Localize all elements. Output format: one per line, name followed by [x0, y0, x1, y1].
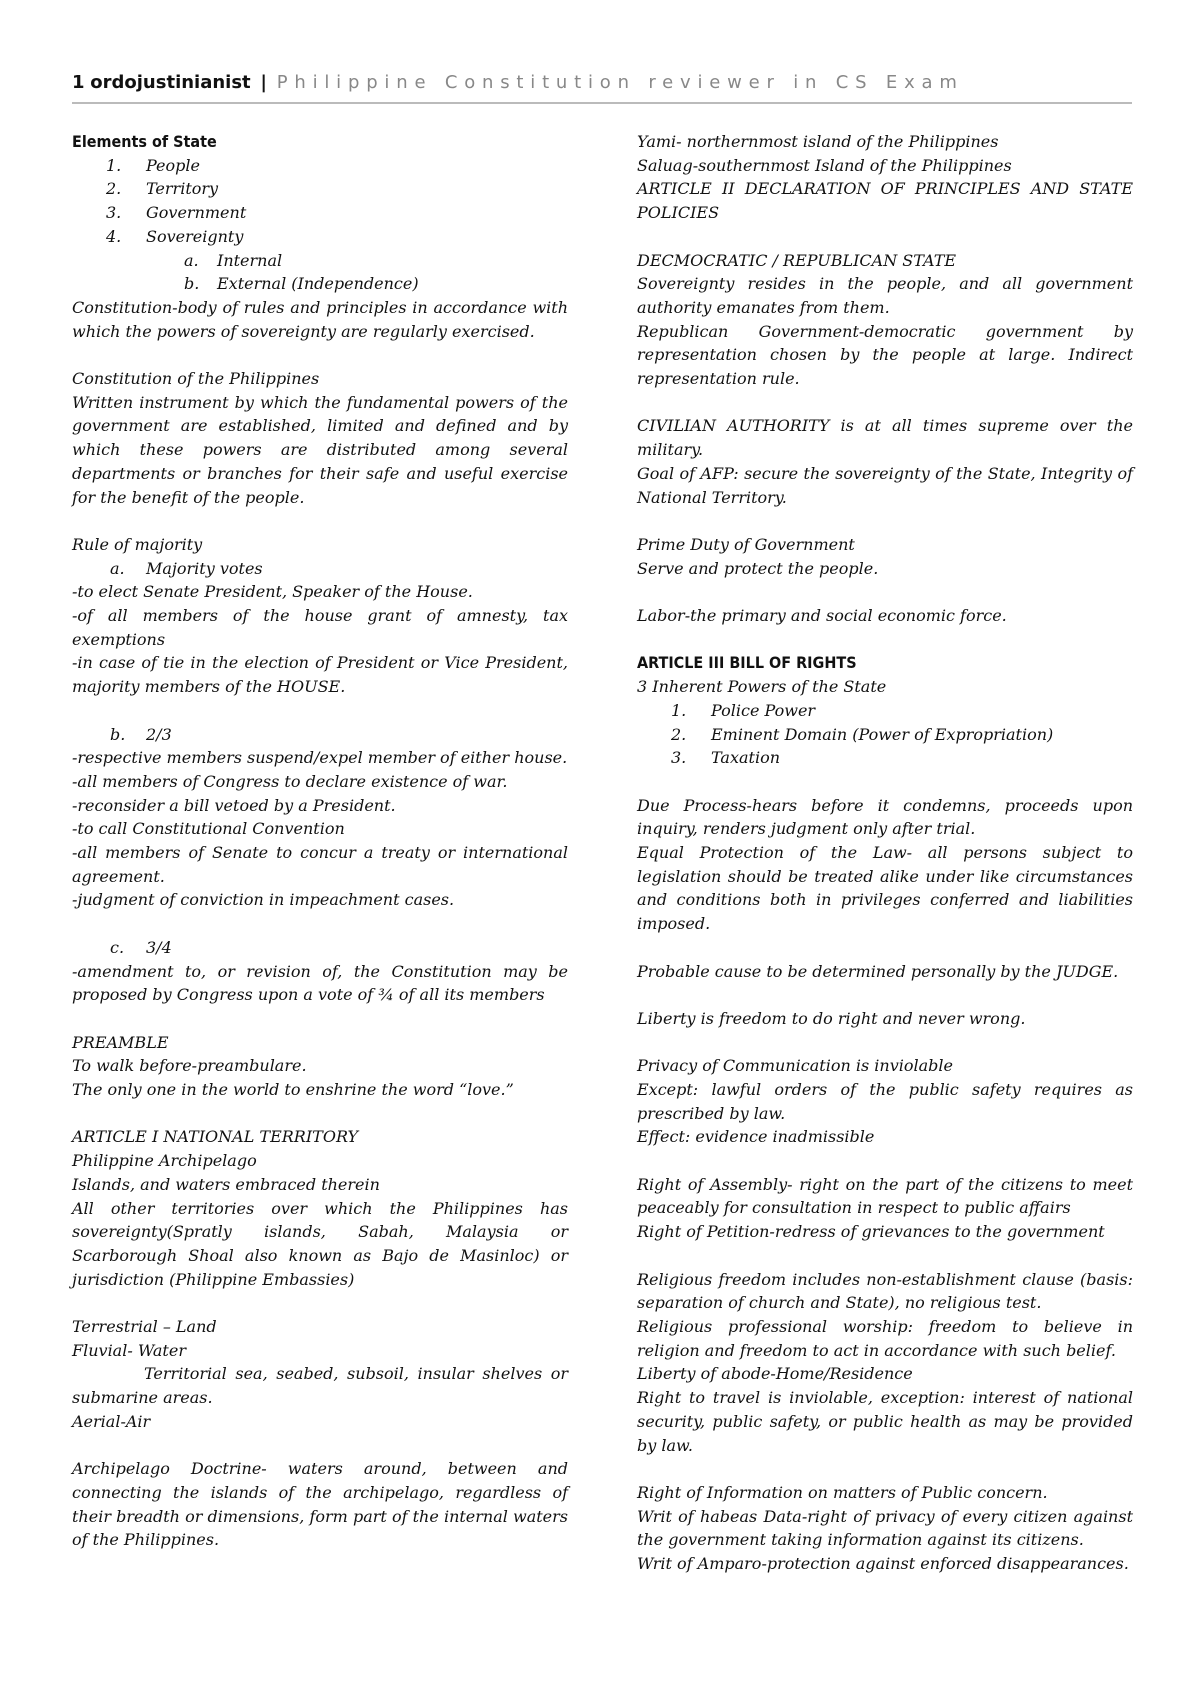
- right-column: [637, 130, 1133, 1576]
- article1-line: Islands, and waters embraced therein: [72, 1174, 380, 1194]
- constitution-definition: Constitution-body of rules and principles in accordance with which the powers of sovereignty are regularly exercised.: [72, 297, 568, 341]
- right-of-petition: Right of Petition-redress of grievances to the government: [637, 1222, 1105, 1242]
- due-process: Due Process-hears before it condemns, proceeds upon inquiry, renders judgment only after trial.: [637, 795, 1133, 839]
- list-item: -reconsider a bill vetoed by a President.: [72, 795, 396, 815]
- article1-heading: ARTICLE I NATIONAL TERRITORY: [72, 1127, 359, 1147]
- document-title: Philippine Constitution reviewer in CS Exam: [276, 72, 964, 93]
- elements-heading: Elements of State: [72, 132, 217, 151]
- sub-list-item: a. Internal: [184, 250, 283, 270]
- majority-votes-label: a. Majority votes: [110, 558, 263, 578]
- sovereignty-resides: Sovereignty resides in the people, and all government authority emanates from them.: [637, 274, 1133, 317]
- liberty-line: Liberty is freedom to do right and never wrong.: [637, 1008, 1026, 1028]
- probable-cause: Probable cause to be determined personally by the JUDGE.: [637, 961, 1119, 981]
- list-item: 3. Government: [106, 203, 247, 223]
- saluag-line: Saluag-southernmost Island of the Philippines: [637, 155, 1012, 175]
- header-separator: |: [260, 72, 267, 93]
- fluvial-line: Fluvial- Water: [72, 1340, 186, 1360]
- preamble-line: To walk before-preambulare.: [72, 1056, 307, 1076]
- page-header: [72, 72, 1132, 102]
- list-item: 3. Taxation: [671, 748, 781, 768]
- aerial-line: Aerial-Air: [72, 1411, 151, 1431]
- list-item: -amendment to, or revision of, the Constitution may be proposed by Congress upon a vote of ¾ of all its members: [72, 961, 568, 1005]
- header-rule: [72, 102, 1132, 104]
- labor-line: Labor-the primary and social economic force.: [637, 606, 1007, 625]
- constitution-ph-heading: Constitution of the Philippines: [72, 369, 320, 389]
- sub-list-item: b. External (Independence): [184, 274, 419, 294]
- republican-government: Republican Government-democratic government by representation chosen by the people at large. Indirect representation rule.: [637, 321, 1133, 389]
- list-item: -all members of Senate to concur a treaty or international agreement.: [72, 843, 568, 886]
- right-to-travel: Right to travel is inviolable, exception: interest of national security, public safety, or public health as may be provided by law.: [637, 1388, 1133, 1455]
- religious-worship: Religious professional worship: freedom to believe in religion and freedom to act in accordance with such belief.: [637, 1316, 1133, 1360]
- territorial-sea-line: Territorial sea, seabed, subsoil, insular shelves or submarine areas.: [72, 1364, 568, 1408]
- equal-protection: Equal Protection of the Law- all persons subject to legislation should be treated alike under like circumstances and conditions both in privileges conferred and liabilities imposed.: [637, 843, 1133, 934]
- page-number: 1: [72, 72, 85, 93]
- two-thirds-label: b. 2/3: [110, 724, 172, 744]
- archipelago-doctrine: Archipelago Doctrine- waters around, between and connecting the islands of the archipelago, regardless of their breadth or dimensions, form part of the internal waters of the Philippines.: [72, 1459, 568, 1550]
- privacy-effect: Effect: evidence inadmissible: [637, 1127, 875, 1147]
- article3-heading: ARTICLE III BILL OF RIGHTS: [637, 653, 857, 673]
- three-fourths-label: c. 3/4: [110, 937, 172, 957]
- democratic-heading: DECMOCRATIC / REPUBLICAN STATE: [637, 250, 957, 270]
- terrestrial-line: Terrestrial – Land: [72, 1317, 217, 1337]
- list-item: 1. Police Power: [671, 700, 816, 720]
- list-item: -to call Constitutional Convention: [72, 819, 345, 839]
- article1-line: Philippine Archipelago: [72, 1151, 257, 1171]
- preamble-heading: PREAMBLE: [72, 1032, 169, 1052]
- list-item: -judgment of conviction in impeachment cases.: [72, 890, 455, 910]
- list-item: 2. Eminent Domain (Power of Expropriation): [671, 724, 1054, 744]
- inherent-powers-heading: 3 Inherent Powers of the State: [637, 677, 887, 697]
- prime-duty: Serve and protect the people.: [637, 558, 879, 578]
- list-item: -to elect Senate President, Speaker of the House.: [72, 582, 473, 602]
- writ-amparo: Writ of Amparo-protection against enforced disappearances.: [637, 1554, 1129, 1573]
- privacy-except: Except: lawful orders of the public safety requires as prescribed by law.: [637, 1079, 1133, 1123]
- civilian-authority: CIVILIAN AUTHORITY is at all times supreme over the military.: [637, 416, 1133, 460]
- list-item: -of all members of the house grant of amnesty, tax exemptions: [72, 606, 568, 649]
- rule-of-majority-heading: Rule of majority: [72, 534, 203, 554]
- article2-heading: ARTICLE II DECLARATION OF PRINCIPLES AND STATE POLICIES: [637, 179, 1133, 223]
- article1-territories: All other territories over which the Philippines has sovereignty(Spratly islands, Sabah, Malaysia or Scarborough Shoal also known as Bajo de Masinloc) or jurisdiction (Philippine Embassies): [72, 1198, 568, 1289]
- liberty-of-abode: Liberty of abode-Home/Residence: [637, 1364, 913, 1384]
- prime-duty-heading: Prime Duty of Government: [637, 534, 855, 554]
- list-item: -in case of tie in the election of President or Vice President, majority members of the HOUSE.: [72, 653, 568, 697]
- left-column: [72, 130, 568, 1552]
- list-item: -respective members suspend/expel member of either house.: [72, 748, 568, 768]
- list-item: -all members of Congress to declare existence of war.: [72, 771, 508, 791]
- afp-goal: Goal of AFP: secure the sovereignty of the State, Integrity of National Territory.: [637, 463, 1133, 507]
- author-name: ordojustinianist: [90, 72, 251, 93]
- preamble-line: The only one in the world to enshrine the word “love.”: [72, 1080, 514, 1100]
- yami-line: Yami- northernmost island of the Philippines: [637, 132, 999, 151]
- privacy-heading: Privacy of Communication is inviolable: [637, 1056, 953, 1076]
- writ-habeas-data: Writ of habeas Data-right of privacy of every citizen against the government taking information against its citizens.: [637, 1506, 1133, 1550]
- religious-freedom: Religious freedom includes non-establishment clause (basis: separation of church and State), no religious test.: [637, 1269, 1133, 1313]
- right-of-information: Right of Information on matters of Public concern.: [637, 1482, 1048, 1502]
- right-of-assembly: Right of Assembly- right on the part of the citizens to meet peaceably for consultation in respect to public affairs: [637, 1174, 1133, 1218]
- list-item: 4. Sovereignty: [106, 226, 244, 246]
- list-item: 2. Territory: [106, 179, 219, 199]
- constitution-ph-definition: Written instrument by which the fundamental powers of the government are established, limited and defined and by which these powers are distributed among several departments or branches for their safe and useful exercise for the benefit of the people.: [72, 392, 568, 507]
- list-item: 1. People: [106, 155, 200, 175]
